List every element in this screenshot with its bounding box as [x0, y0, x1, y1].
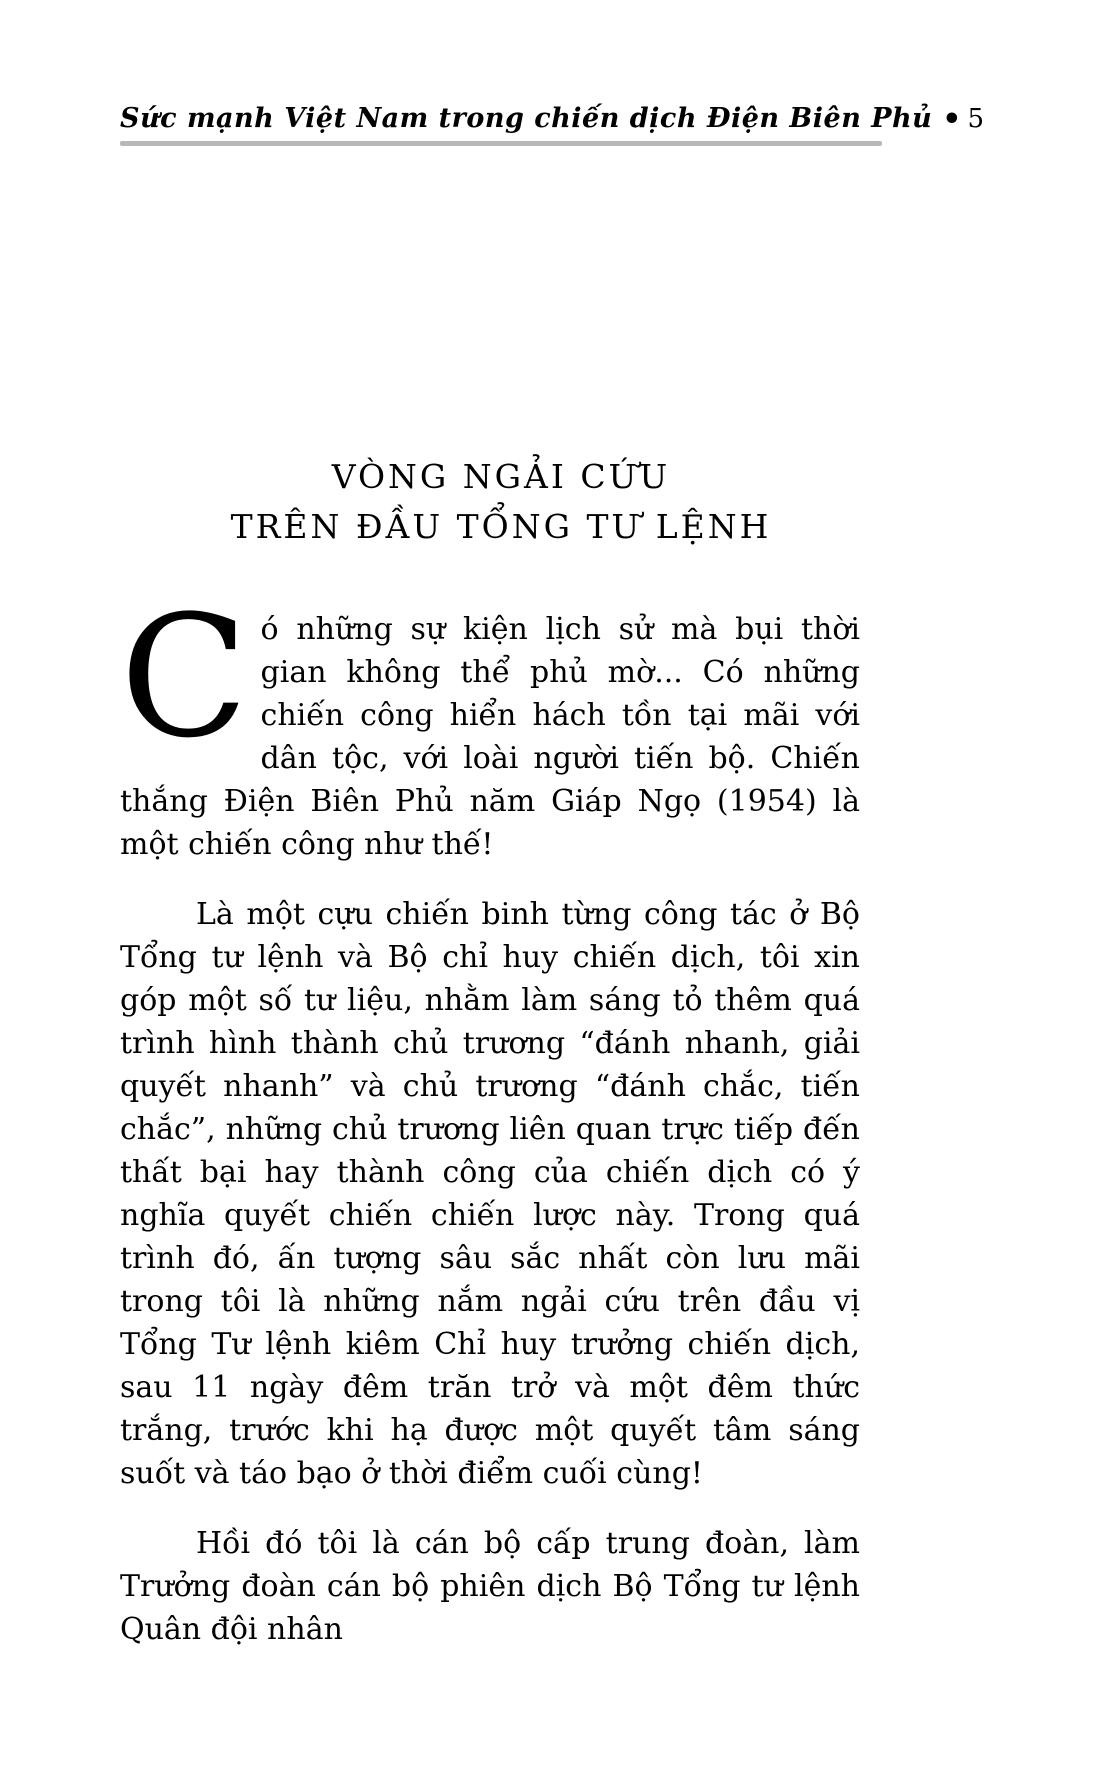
- header-rule: [120, 141, 882, 146]
- body-text: [120, 579, 860, 1651]
- paragraph-3: Hồi đó tôi là cán bộ cấp trung đoàn, làm Trưởng đoàn cán bộ phiên dịch Bộ Tổng tư lệnh Quân đội nhân: [120, 1526, 860, 1647]
- paragraph-1-text: ó những sự kiện lịch sử mà bụi thời gian không thể phủ mờ... Có những chiến công hiển hách tồn tại mãi với dân tộc, với loài người tiến bộ. Chiến thắng Điện Biên Phủ năm Giáp Ngọ (1954) là một chiến công như thế!: [120, 612, 860, 862]
- paragraph-2: Là một cựu chiến binh từng công tác ở Bộ Tổng tư lệnh và Bộ chỉ huy chiến dịch, tôi xin góp một số tư liệu, nhằm làm sáng tỏ thêm quá trình hình thành chủ trương “đánh nhanh, giải quyết nhanh” và chủ trương “đánh chắc, tiến chắc”, những chủ trương liên quan trực tiếp đến thất bại hay thành công của chiến dịch có ý nghĩa quyết chiến chiến lược này. Trong quá trình đó, ấn tượng sâu sắc nhất còn lưu mãi trong tôi là những nắm ngải cứu trên đầu vị Tổng Tư lệnh kiêm Chỉ huy trưởng chiến dịch, sau 11 ngày đêm trăn trở và một đêm thức trắng, trước khi hạ được một quyết tâm sáng suốt và táo bạo ở thời điểm cuối cùng!: [120, 897, 860, 1491]
- running-header-title: Sức mạnh Việt Nam trong chiến dịch Điện Biên Phủ: [120, 103, 933, 134]
- chapter-title-line1: VÒNG NGẢI CỨU: [331, 457, 671, 496]
- chapter-title-line2: TRÊN ĐẦU TỔNG TƯ LỆNH: [230, 507, 772, 546]
- running-header: [120, 102, 985, 137]
- drop-cap: C: [120, 579, 249, 775]
- header-separator-dot: •: [942, 102, 962, 137]
- paragraph-1: [120, 579, 860, 866]
- page-number: 5: [967, 104, 985, 134]
- chapter-title: [120, 452, 882, 552]
